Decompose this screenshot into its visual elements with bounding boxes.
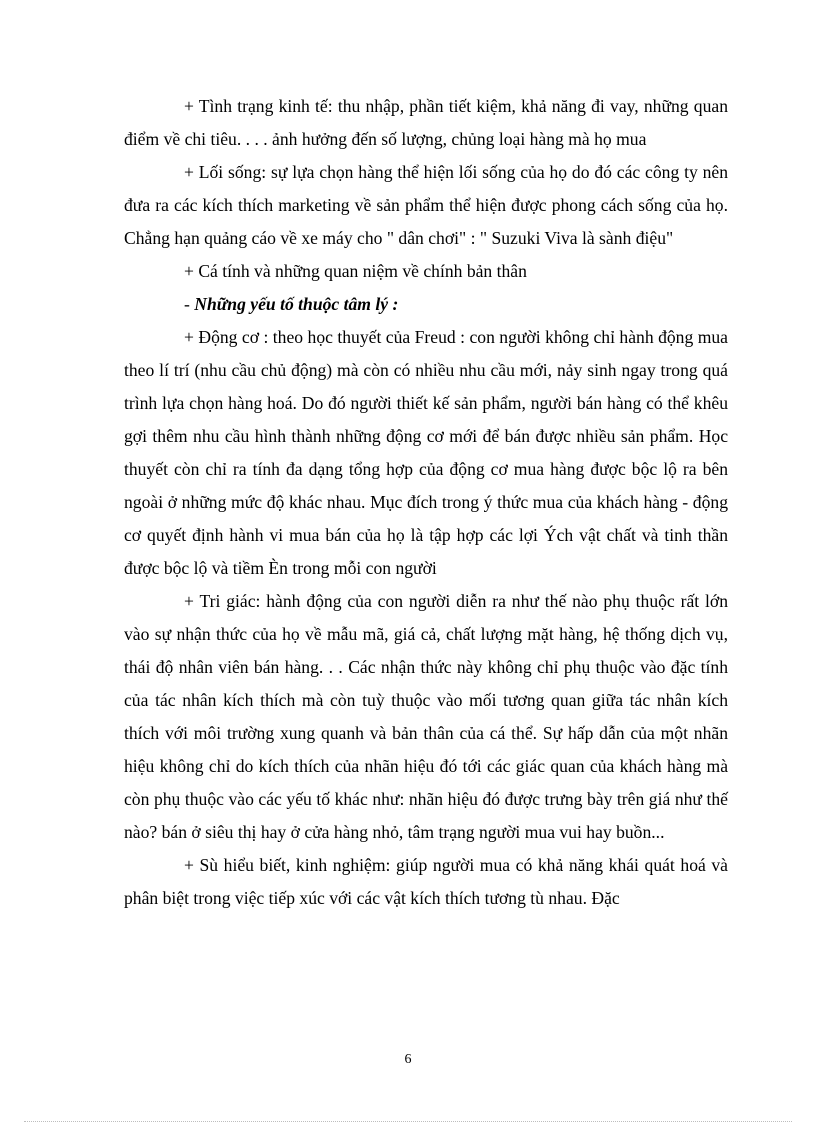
- page-bottom-border: [24, 1121, 792, 1122]
- paragraph-perception: + Tri giác: hành động của con người diễn ra như thế nào phụ thuộc rất lớn vào sự nhận thức của họ về mẫu mã, giá cả, chất lượng mặt hàng, hệ thống dịch vụ, thái độ nhân viên bán hàng. . . Các nhận thức này không chỉ phụ thuộc vào đặc tính của tác nhân kích thích mà còn tuỳ thuộc vào mối tương quan giữa tác nhân kích thích với môi trường xung quanh và bản thân của cá thể. Sự hấp dẫn của một nhãn hiệu không chỉ do kích thích của nhãn hiệu đó tới các giác quan của khách hàng mà còn phụ thuộc vào các yếu tố khác như: nhãn hiệu đó được trưng bày trên giá như thế nào? bán ở siêu thị hay ở cửa hàng nhỏ, tâm trạng người mua vui hay buồn...: [124, 591, 728, 842]
- section-heading-psychology: [124, 288, 728, 321]
- page-content: [124, 90, 728, 915]
- paragraph-knowledge: + Sù hiểu biết, kinh nghiệm: giúp người mua có khả năng khái quát hoá và phân biệt trong việc tiếp xúc với các vật kích thích tương tù nhau. Đặc: [124, 855, 728, 908]
- heading-dash: -: [184, 294, 195, 314]
- paragraph-personality: + Cá tính và những quan niệm về chính bản thân: [184, 261, 527, 281]
- paragraph-lifestyle: + Lối sống: sự lựa chọn hàng thể hiện lối sống của họ do đó các công ty nên đưa ra các kích thích marketing về sản phẩm thể hiện được phong cách sống của họ. Chẳng hạn quảng cáo về xe máy cho " dân chơi" : " Suzuki Viva là sành điệu": [124, 162, 728, 248]
- page-number: 6: [404, 1052, 412, 1067]
- paragraph-motivation: + Động cơ : theo học thuyết của Freud : con người không chỉ hành động mua theo lí trí (nhu cầu chủ động) mà còn có nhiều nhu cầu mới, nảy sinh ngay trong quá trình lựa chọn hàng hoá. Do đó người thiết kế sản phẩm, người bán hàng có thể khêu gợi thêm nhu cầu hình thành những động cơ mới để bán được nhiều sản phẩm. Học thuyết còn chỉ ra tính đa dạng tổng hợp của động cơ mua hàng được bộc lộ ra bên ngoài ở những mức độ khác nhau. Mục đích trong ý thức mua của khách hàng - động cơ quyết định hành vi mua bán của họ là tập hợp các lợi Ých vật chất và tinh thần được bộc lộ và tiềm Èn trong mỗi con người: [124, 327, 728, 578]
- paragraph-economic-status: + Tình trạng kinh tế: thu nhập, phần tiết kiệm, khả năng đi vay, những quan điểm về chi tiêu. . . . ảnh hưởng đến số lượng, chủng loại hàng mà họ mua: [124, 96, 728, 149]
- heading-text: Những yếu tố thuộc tâm lý :: [194, 294, 399, 314]
